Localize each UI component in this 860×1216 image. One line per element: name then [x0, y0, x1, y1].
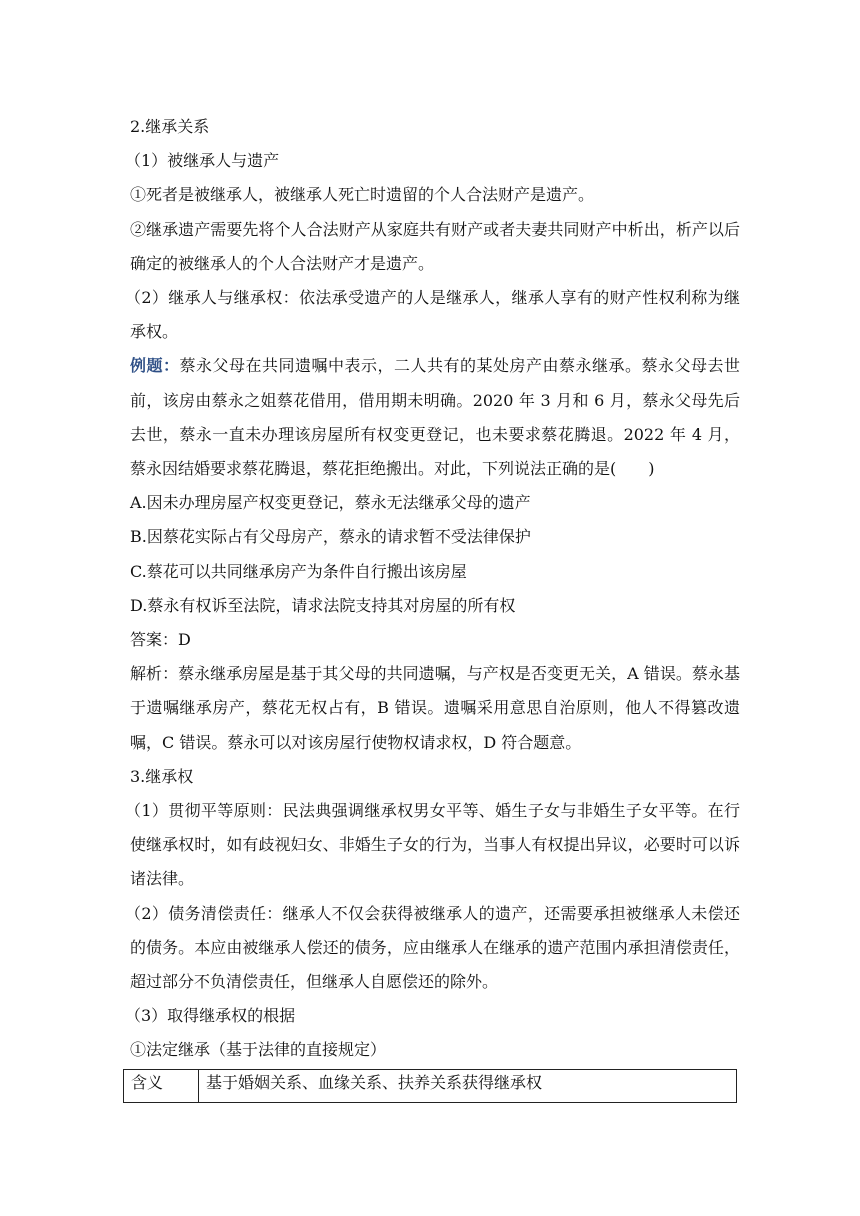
table-row — [124, 1069, 737, 1102]
subsection-1-heading: （1）被继承人与遗产 — [125, 151, 280, 171]
option-c: C.蔡花可以共同继承房产为条件自行搬出该房屋 — [130, 561, 467, 581]
answer: 答案：D — [130, 630, 191, 650]
analysis: 解析：蔡永继承房屋是基于其父母的共同遗嘱，与产权是否变更无关，A 错误。蔡永基于遗嘱继承房产，蔡花无权占有，B 错误。遗嘱采用意思自治原则，他人不得篡改遗嘱，C 错误。蔡永可以对该房屋行使物权请求权，D 符合题意。 — [130, 664, 740, 752]
section-3-heading: 3.继承权 — [130, 766, 194, 786]
option-b: B.因蔡花实际占有父母房产，蔡永的请求暂不受法律保护 — [130, 527, 531, 547]
option-a: A.因未办理房屋产权变更登记，蔡永无法继承父母的遗产 — [130, 493, 531, 513]
example-label: 例题： — [130, 356, 180, 376]
document-body — [125, 110, 740, 1103]
paragraph-equality: （1）贯彻平等原则：民法典强调继承权男女平等、婚生子女与非婚生子女平等。在行使继承权时，如有歧视妇女、非婚生子女的行为，当事人有权提出异议，必要时可以诉诸法律。 — [125, 801, 740, 889]
example-question — [130, 349, 740, 486]
paragraph-estate-separation: ②继承遗产需要先将个人合法财产从家庭共有财产或者夫妻共同财产中析出，析产以后确定的被继承人的个人合法财产才是遗产。 — [130, 219, 740, 273]
section-2-heading: 2.继承关系 — [130, 117, 210, 136]
paragraph-deceased: ①死者是被继承人，被继承人死亡时遗留的个人合法财产是遗产。 — [130, 185, 595, 205]
definition-table — [123, 1069, 737, 1103]
paragraph-basis: （3）取得继承权的根据 — [125, 1006, 296, 1026]
paragraph-debt: （2）债务清偿责任：继承人不仅会获得被继承人的遗产，还需要承担被继承人未偿还的债务。本应由被继承人偿还的债务，应由继承人在继承的遗产范围内承担清偿责任，超过部分不负清偿责任，但继承人自愿偿还的除外。 — [125, 903, 740, 992]
option-d: D.蔡永有权诉至法院，请求法院支持其对房屋的所有权 — [130, 595, 516, 615]
paragraph-heir-right: （2）继承人与继承权：依法承受遗产的人是继承人，继承人享有的财产性权利称为继承权。 — [125, 288, 740, 342]
example-text: 蔡永父母在共同遗嘱中表示，二人共有的某处房产由蔡永继承。蔡永父母去世前，该房由蔡永之姐蔡花借用，借用期未明确。2020 年 3 月和 6 月，蔡永父母先后去世，蔡永一直未办理该房屋所有权变更登记，也未要求蔡花腾退。2022 年 4 月，蔡永因结婚要求蔡花腾退，蔡花拒绝搬出。对此，下列说法正确的是( ) — [130, 356, 740, 479]
paragraph-statutory: ①法定继承（基于法律的直接规定） — [130, 1040, 387, 1060]
table-value-cell: 基于婚姻关系、血缘关系、扶养关系获得继承权 — [199, 1069, 737, 1102]
table-key-cell: 含义 — [124, 1069, 199, 1102]
